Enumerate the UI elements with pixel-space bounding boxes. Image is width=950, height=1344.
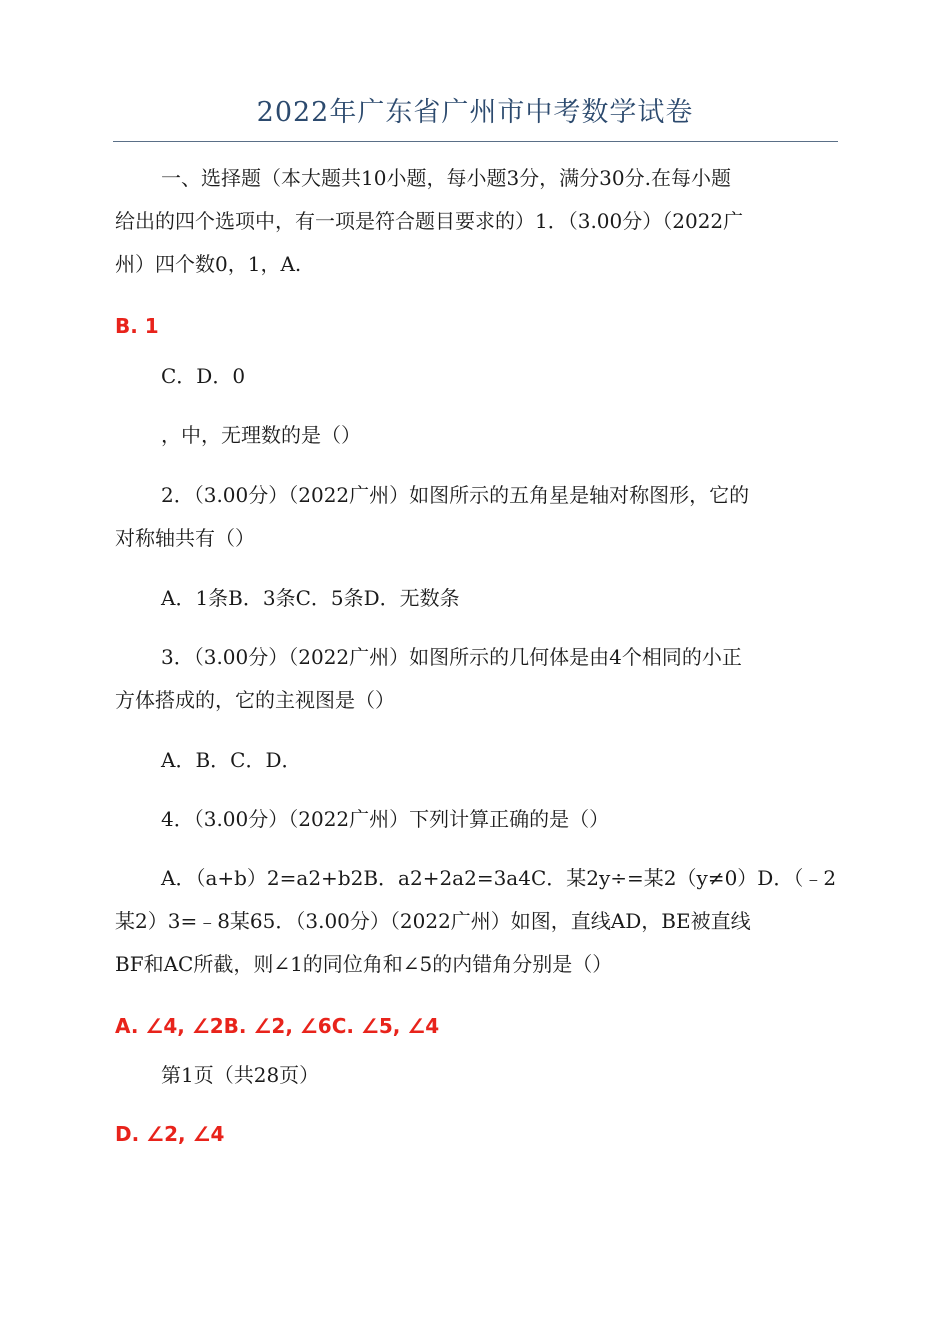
options-cd: C．D．0: [161, 364, 246, 388]
text-line: 一、选择题（本大题共10小题，每小题3分，满分30分.在每小题: [161, 166, 731, 190]
text-line: 方体搭成的，它的主视图是（）: [115, 688, 395, 712]
question-2: [115, 474, 835, 560]
document-title: 2022年广东省广州市中考数学试卷: [256, 97, 694, 128]
text-line: 对称轴共有（）: [115, 526, 255, 550]
text-line: 州）四个数0，1，A.: [115, 252, 302, 276]
question-5-option-d: D. ∠2, ∠4: [115, 1122, 225, 1146]
text-line: 3．（3.00分）（2022广州）如图所示的几何体是由4个相同的小正: [161, 645, 742, 669]
section-1-intro: [115, 157, 835, 286]
question-1-tail: ，中，无理数的是（）: [161, 423, 361, 447]
text-line: 给出的四个选项中，有一项是符合题目要求的）1．（3.00分）（2022广: [115, 209, 744, 233]
text-line: BF和AC所截，则∠1的同位角和∠5的内错角分别是（）: [115, 952, 613, 976]
question-4: 4．（3.00分）（2022广州）下列计算正确的是（）: [161, 807, 610, 831]
question-3: [115, 636, 835, 722]
page-footer: 第1页（共28页）: [161, 1063, 320, 1087]
text-line: A．（a+b）2=a2+b2B．a2+2a2=3a4C．某2y÷=某2（y≠0）D．（﹣2: [161, 866, 837, 890]
title-underline: [113, 141, 838, 142]
text-line: 2．（3.00分）（2022广州）如图所示的五角星是轴对称图形，它的: [161, 483, 750, 507]
question-3-options: A．B．C．D．: [161, 748, 302, 772]
question-5-options: A. ∠4, ∠2B. ∠2, ∠6C. ∠5, ∠4: [115, 1014, 440, 1038]
question-2-options: A．1条B．3条C．5条D．无数条: [161, 586, 460, 610]
text-line: 某2）3=﹣8某65．（3.00分）（2022广州）如图，直线AD，BE被直线: [115, 909, 751, 933]
question-4-options-and-q5: [115, 857, 835, 986]
answer-option-b: B. 1: [115, 314, 159, 338]
